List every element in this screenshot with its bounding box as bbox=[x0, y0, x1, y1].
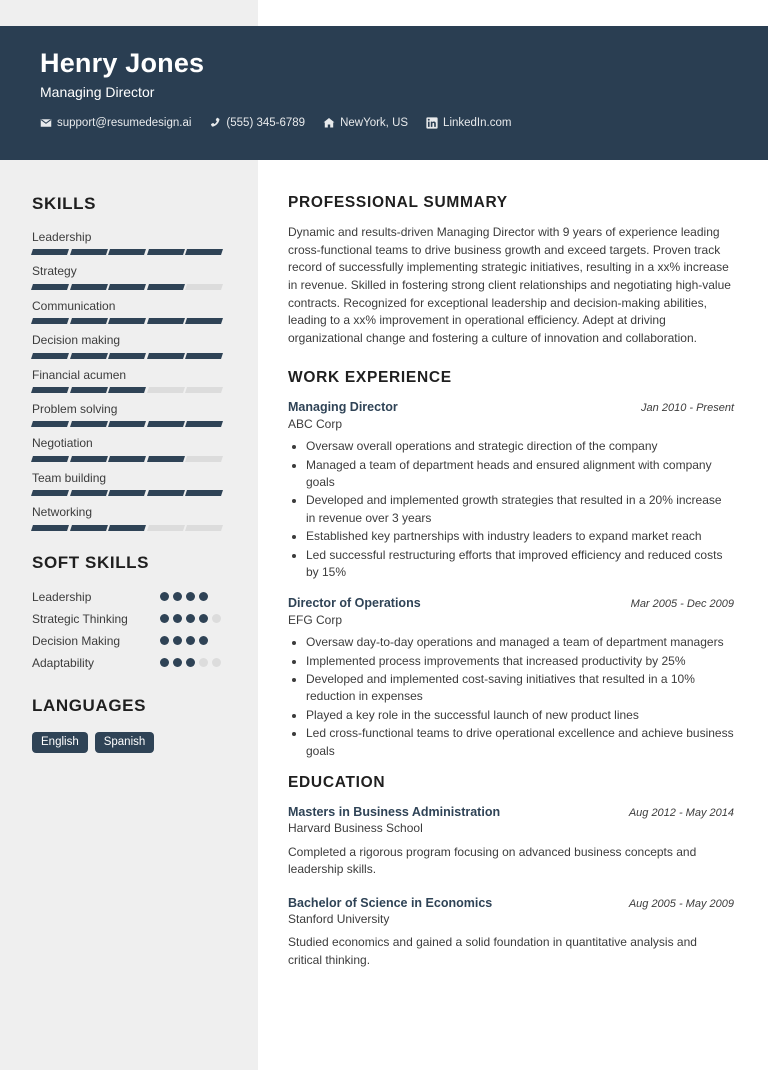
skill-bar-segment bbox=[31, 525, 69, 531]
skill-row bbox=[32, 299, 224, 324]
skill-bar-segment bbox=[31, 249, 69, 255]
skill-row bbox=[32, 471, 224, 496]
skill-bar-segment bbox=[147, 490, 185, 496]
rating-dot bbox=[212, 614, 221, 623]
education-heading: EDUCATION bbox=[288, 773, 386, 791]
skill-bar-segment bbox=[147, 249, 185, 255]
work-entry-company: ABC Corp bbox=[288, 416, 343, 431]
work-entry-title: Director of Operations bbox=[288, 596, 421, 611]
skill-bar-segment bbox=[147, 318, 185, 324]
skill-label: Negotiation bbox=[32, 436, 93, 451]
language-pill: English bbox=[32, 732, 88, 754]
skill-bar-segment bbox=[31, 456, 69, 462]
skill-label: Financial acumen bbox=[32, 367, 127, 382]
rating-dot bbox=[160, 592, 169, 601]
summary-heading: PROFESSIONAL SUMMARY bbox=[288, 194, 508, 211]
skill-label: Leadership bbox=[32, 230, 92, 244]
skill-bar-segment bbox=[185, 490, 223, 496]
education-school: Harvard Business School bbox=[288, 821, 423, 836]
summary-text: Dynamic and results-driven Managing Director with 9 years of experience leading cross-functional teams to drive business growth and exceed targets. Proven track record of successfully implementing strategic initiatives, resulting in a xx% increase in revenue. Skilled in fostering strong client relationships and negotiating high-value contracts. Recognized for exceptional leadership and decision-making abilities, leading to a xx% improvement in operational efficiency. Adept at driving organizational change and fostering a culture of innovation and collaboration. bbox=[288, 225, 731, 345]
contact-email-text: support@resumedesign.ai bbox=[57, 116, 192, 129]
contact-location[interactable] bbox=[323, 117, 408, 129]
bullet-item: • Established key partnerships with industry leaders to expand market reach bbox=[306, 528, 734, 545]
skills-heading: SKILLS bbox=[32, 194, 97, 213]
education-entry bbox=[288, 804, 734, 879]
education-degree: Bachelor of Science in Economics bbox=[288, 895, 493, 910]
skill-label: Decision making bbox=[32, 333, 121, 348]
bullet-item: • Led successful restructuring efforts that improved efficiency and reduced costs by 15% bbox=[306, 547, 734, 582]
education-dates: Aug 2012 - May 2014 bbox=[628, 806, 734, 819]
skill-bar-segment bbox=[31, 421, 69, 427]
phone-icon bbox=[209, 117, 221, 129]
main-column bbox=[258, 160, 768, 985]
contact-email[interactable] bbox=[40, 117, 191, 129]
skill-label: Networking bbox=[32, 505, 93, 520]
skill-bar-segment bbox=[70, 525, 108, 531]
home-icon bbox=[323, 117, 335, 129]
skill-bar-segment bbox=[108, 353, 146, 359]
skill-level-bar bbox=[32, 318, 222, 324]
education-entry-header bbox=[288, 804, 734, 820]
skill-bar-segment bbox=[108, 284, 146, 290]
soft-skill-label: Decision Making bbox=[32, 633, 121, 648]
skill-bar-segment bbox=[70, 353, 108, 359]
skill-bar-segment bbox=[31, 387, 69, 393]
candidate-name: Henry Jones bbox=[40, 48, 205, 78]
skill-row bbox=[32, 505, 224, 530]
skill-bar-segment bbox=[147, 421, 185, 427]
skill-bar-segment bbox=[185, 525, 223, 531]
soft-skill-rating bbox=[160, 655, 222, 667]
languages-section bbox=[32, 696, 224, 754]
skill-bar-segment bbox=[147, 456, 185, 462]
rating-dot bbox=[173, 614, 182, 623]
skill-bar-segment bbox=[147, 387, 185, 393]
skill-bar-segment bbox=[185, 249, 223, 255]
skill-bar-segment bbox=[147, 284, 185, 290]
skill-bar-segment bbox=[70, 249, 108, 255]
rating-dot bbox=[199, 614, 208, 623]
education-school: Stanford University bbox=[288, 911, 390, 926]
soft-skill-row bbox=[32, 633, 224, 650]
skill-bar-segment bbox=[147, 525, 185, 531]
rating-dot bbox=[186, 592, 195, 601]
skill-bar-segment bbox=[185, 456, 223, 462]
skill-bar-segment bbox=[108, 318, 146, 324]
skills-list bbox=[32, 230, 224, 531]
skill-bar-segment bbox=[31, 490, 69, 496]
rating-dot bbox=[212, 658, 221, 667]
work-entry-company: EFG Corp bbox=[288, 612, 343, 627]
skill-row bbox=[32, 264, 224, 289]
skill-bar-segment bbox=[70, 387, 108, 393]
bullet-item: • Managed a team of department heads and ensured alignment with company goals bbox=[306, 457, 734, 492]
soft-skill-row bbox=[32, 589, 224, 606]
skill-bar-segment bbox=[70, 421, 108, 427]
skill-bar-segment bbox=[108, 387, 146, 393]
rating-dot bbox=[186, 614, 195, 623]
work-entry-dates: Jan 2010 - Present bbox=[641, 402, 734, 415]
rating-dot bbox=[186, 636, 195, 645]
contact-phone-text: (555) 345-6789 bbox=[226, 116, 306, 129]
skill-level-bar bbox=[32, 387, 222, 393]
skill-bar-segment bbox=[31, 353, 69, 359]
education-description: Completed a rigorous program focusing on advanced business concepts and leadership skills. bbox=[288, 844, 697, 877]
rating-dot bbox=[173, 658, 182, 667]
soft-skills-list bbox=[32, 589, 224, 672]
skill-level-bar bbox=[32, 490, 222, 496]
contact-linkedin-text: LinkedIn.com bbox=[443, 116, 512, 129]
education-list bbox=[288, 804, 734, 969]
skill-bar-segment bbox=[31, 284, 69, 290]
skill-label: Strategy bbox=[32, 264, 77, 279]
work-list bbox=[288, 399, 734, 760]
soft-skill-rating bbox=[160, 633, 222, 645]
skill-bar-segment bbox=[108, 490, 146, 496]
soft-skills-section bbox=[32, 553, 224, 672]
education-entry-header bbox=[288, 895, 734, 911]
resume-header bbox=[0, 26, 768, 160]
contact-row bbox=[40, 117, 768, 129]
contact-location-text: NewYork, US bbox=[340, 116, 409, 129]
rating-dot bbox=[186, 658, 195, 667]
skill-row bbox=[32, 436, 224, 461]
skill-level-bar bbox=[32, 249, 222, 255]
skill-bar-segment bbox=[147, 353, 185, 359]
rating-dot bbox=[173, 636, 182, 645]
skill-bar-segment bbox=[31, 318, 69, 324]
work-entry-dates: Mar 2005 - Dec 2009 bbox=[630, 598, 734, 611]
education-degree: Masters in Business Administration bbox=[288, 804, 501, 819]
skill-label: Team building bbox=[32, 470, 107, 485]
skill-row bbox=[32, 402, 224, 427]
skill-level-bar bbox=[32, 353, 222, 359]
education-description: Studied economics and gained a solid foundation in quantitative analysis and critical thinking. bbox=[288, 935, 697, 967]
rating-dot bbox=[199, 636, 208, 645]
work-entry bbox=[288, 595, 734, 760]
skill-bar-segment bbox=[185, 421, 223, 427]
skill-bar-segment bbox=[185, 318, 223, 324]
skill-label: Problem solving bbox=[32, 401, 118, 416]
languages-list bbox=[32, 732, 224, 754]
skill-row bbox=[32, 333, 224, 358]
skill-bar-segment bbox=[70, 490, 108, 496]
contact-phone[interactable] bbox=[209, 117, 305, 129]
bullet-item: • Played a key role in the successful launch of new product lines bbox=[306, 707, 734, 724]
skill-bar-segment bbox=[70, 456, 108, 462]
work-entry-bullets bbox=[288, 438, 734, 581]
work-entry-bullets bbox=[288, 634, 734, 760]
language-pill: Spanish bbox=[95, 732, 155, 754]
soft-skill-label: Leadership bbox=[32, 589, 92, 604]
skill-bar-segment bbox=[185, 353, 223, 359]
linkedin-icon bbox=[426, 117, 438, 129]
skill-bar-segment bbox=[108, 421, 146, 427]
candidate-job-title: Managing Director bbox=[40, 84, 155, 101]
soft-skill-row bbox=[32, 655, 224, 672]
bullet-item: • Developed and implemented cost-saving initiatives that resulted in a 10% reduction in expenses bbox=[306, 671, 734, 706]
soft-skill-label: Strategic Thinking bbox=[32, 611, 128, 626]
soft-skill-label: Adaptability bbox=[32, 655, 95, 670]
skill-level-bar bbox=[32, 525, 222, 531]
skill-bar-segment bbox=[108, 456, 146, 462]
skill-bar-segment bbox=[108, 525, 146, 531]
soft-skills-heading: SOFT SKILLS bbox=[32, 552, 150, 572]
soft-skill-rating bbox=[160, 589, 222, 601]
work-heading: WORK EXPERIENCE bbox=[288, 369, 452, 387]
rating-dot bbox=[199, 658, 208, 667]
rating-dot bbox=[173, 592, 182, 601]
bullet-item: • Led cross-functional teams to drive operational excellence and achieve business goals bbox=[306, 725, 734, 760]
skill-bar-segment bbox=[185, 284, 223, 290]
education-dates: Aug 2005 - May 2009 bbox=[628, 897, 734, 910]
skill-level-bar bbox=[32, 421, 222, 427]
sidebar bbox=[0, 160, 258, 753]
skill-row bbox=[32, 368, 224, 393]
work-entry bbox=[288, 399, 734, 581]
skill-label: Communication bbox=[32, 298, 116, 313]
bullet-item: • Implemented process improvements that increased productivity by 25% bbox=[306, 653, 734, 670]
skill-bar-segment bbox=[108, 249, 146, 255]
skill-bar-segment bbox=[70, 318, 108, 324]
rating-dot bbox=[160, 658, 169, 667]
work-entry-header bbox=[288, 595, 734, 611]
soft-skill-rating bbox=[160, 611, 222, 623]
envelope-icon bbox=[40, 117, 52, 129]
skill-row bbox=[32, 230, 224, 255]
rating-dot bbox=[160, 636, 169, 645]
work-entry-header bbox=[288, 399, 734, 415]
languages-heading: LANGUAGES bbox=[32, 695, 147, 715]
skill-level-bar bbox=[32, 284, 222, 290]
bullet-item: • Oversaw overall operations and strategic direction of the company bbox=[306, 438, 734, 455]
contact-linkedin[interactable] bbox=[426, 117, 511, 129]
skill-level-bar bbox=[32, 456, 222, 462]
bullet-item: • Oversaw day-to-day operations and managed a team of department managers bbox=[306, 634, 734, 651]
education-entry bbox=[288, 895, 734, 970]
bullet-item: • Developed and implemented growth strategies that resulted in a 20% increase in revenue over 3 years bbox=[306, 492, 734, 527]
skill-bar-segment bbox=[185, 387, 223, 393]
rating-dot bbox=[199, 592, 208, 601]
skill-bar-segment bbox=[70, 284, 108, 290]
soft-skill-row bbox=[32, 611, 224, 628]
rating-dot bbox=[160, 614, 169, 623]
work-entry-title: Managing Director bbox=[288, 400, 398, 415]
